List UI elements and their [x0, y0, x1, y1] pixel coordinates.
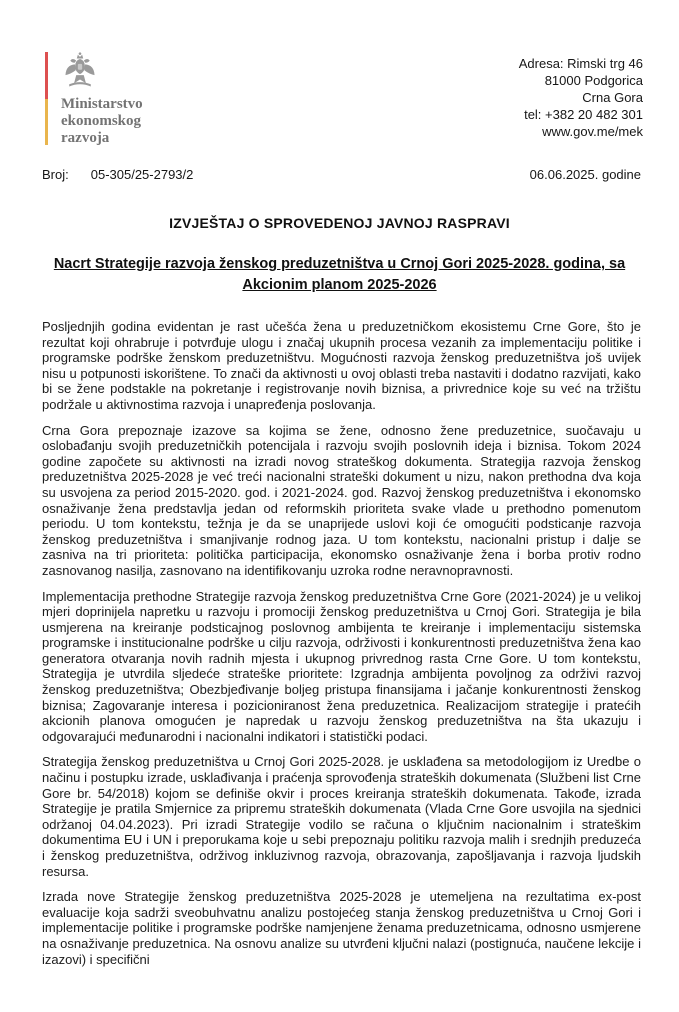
paragraph-1: Posljednjih godina evidentan je rast učešća žena u preduzetničkom ekosistemu Crne Gore, što je rezultat koji ohrabruje i potvrđuje ulogu i značaj ukupnih procesa vezanih za implementaciju politike i programske podrške ženskom preduzetništvu. Mogućnosti razvoja ženskog preduzetništva još uvijek nisu u potpunosti iskorištene. To znači da aktivnosti u ovoj oblasti treba nastaviti i dodatno razvijati, kako bi se žene podstakle na pokretanje i registrovanje novih biznisa, a privrednice koje su već na tržištu podržale u aktivnostima razvoja i unapređenja poslovanja. [42, 319, 641, 412]
document-meta-row [42, 167, 641, 182]
document-number [42, 167, 193, 182]
document-subtitle: Nacrt Strategije razvoja ženskog preduzetništva u Crnoj Gori 2025-2028. godina, sa Akcionim planom 2025-2026 [53, 256, 626, 293]
document-title: IZVJEŠTAJ O SPROVEDENOJ JAVNOJ RASPRAVI [169, 215, 510, 231]
coat-of-arms-icon [63, 52, 97, 94]
address-line-phone: tel: +382 20 482 301 [524, 107, 643, 122]
accent-bar-red [45, 52, 48, 99]
paragraph-3: Implementacija prethodne Strategije razvoja ženskog preduzetništva Crne Gore (2021-2024) je u velikoj mjeri doprinijela napretku u razvoju i promociji ženskog preduzetništva u Crnoj Gori. Strategija je bila usmjerena na kreiranje podsticajnog poslovnog ambijenta te kreiranje i implementaciju sistemska programske i institucionalne podrške u cilju razvoja, održivosti i konkurentnosti preduzetništva žena kao generatora otvaranja novih radnih mjesta i ukupnog privrednog rasta Crne Gore. U tom kontekstu, Strategija je utvrdila sljedeće strateške prioritete: Izgradnja ambijenta povoljnog za održivi razvoj ženskog preduzetništva; Obezbjeđivanje boljeg pristupa finansijama i jačanje konkurentnosti ženskog biznisa; Zagovaranje interesa i pozicioniranost žena preduzetnica. Realizacijom strategije i pratećih akcionih planova omogućen je napredak u razvoju ženskog preduzetništva na šta ukazuju i odgovarajući međunarodni i nacionalni indikatori i statistički podaci. [42, 588, 641, 744]
ministry-name-line: ekonomskog [61, 113, 142, 129]
document-number-value: 05-305/25-2793/2 [90, 167, 194, 182]
logo-main [61, 52, 143, 147]
address-line-website: www.gov.me/mek [542, 124, 643, 139]
address-line: Crna Gora [582, 90, 643, 105]
address-line: Adresa: Rimski trg 46 [518, 56, 643, 71]
paragraph-4: Strategija ženskog preduzetništva u Crnoj Gori 2025-2028. je usklađena sa metodologijom iz Uredbe o načinu i postupku izrade, usklađivanja i praćenja sprovođenja strateških dokumenata (Službeni list Crne Gore br. 54/2018) kojom se definiše okvir i proces kreiranja strateških dokumenata. Takođe, izrada Strategije je pratila Smjernice za pripremu strateških dokumenata (Vlada Crne Gore usvojila na sjednici održanoj 04.04.2023). Pri izradi Strategije vodilo se računa o ključnim nacionalnim i strateškim dokumentima EU i UN i preporukama koje u sebi prepoznaju politiku razvoja malih i srednjih preduzeća i ženskog preduzetništva, održivog inkluzivnog razvoja, obrazovanja, zapošljavanja i razvoja ljudskih resursa. [42, 754, 641, 879]
address-block [519, 52, 643, 140]
paragraph-2: Crna Gora prepoznaje izazove sa kojima se žene, odnosno žene preduzetnice, suočavaju u oslobađanju svojih preduzetničkih potencijala i razvoju svojih poslovnih ideja i biznisa. Tokom 2024 godine započete su aktivnosti na izradi novog strateškog dokumenta. Strategija razvoja ženskog preduzetništva 2025-2028 je već treći nacionalni strateški dokument u nizu, nakon prethodna dva koja su usvojena za period 2015-2020. god. i 2021-2024. god. Razvoj ženskog preduzetništva i ekonomsko osnaživanje žena predstavlja jedan od reformskih prioriteta svake vlade u prethodno pomenutom periodu. U tom kontekstu, težnja je da se unaprijede uslovi koji će omogućiti podsticanje razvoja ženskog preduzetništva i smanjivanje rodnog jaza. U tom kontekstu, nacionalni pristup i dalje se zasniva na tri prioriteta: politička participacija, ekonomsko osnaživanje žena i borba protiv rodno zasnovanog nasilja, zasnovano na identifikovanju uzroka rodne neravnopravnosti. [42, 422, 641, 578]
document-date: 06.06.2025. godine [529, 167, 641, 182]
ministry-name [61, 96, 143, 147]
document-number-label: Broj: [42, 167, 69, 182]
ministry-name-line: razvoja [61, 130, 110, 146]
document-body [42, 319, 641, 967]
ministry-logo [45, 52, 143, 147]
letterhead [45, 52, 643, 147]
logo-accent-bar [45, 52, 48, 145]
document-page [0, 52, 679, 1012]
ministry-name-line: Ministarstvo [61, 96, 143, 112]
accent-bar-gold [45, 99, 48, 146]
paragraph-5: Izrada nove Strategije ženskog preduzetništva 2025-2028 je utemeljena na rezultatima ex-post evaluacije koja sadrži sveobuhvatnu analizu postojećeg stanja ženskog preduzetništva u Crnoj Gori i implementacije politike i programske podrške namjenjene ženama preduzetnicama, odnosno usmjerene na osnaživanje preduzetnica. Na osnovu analize su utvrđeni ključni nalazi (postignuća, naučene lekcije i izazovi) i specifični [42, 889, 641, 967]
address-line: 81000 Podgorica [544, 73, 643, 88]
